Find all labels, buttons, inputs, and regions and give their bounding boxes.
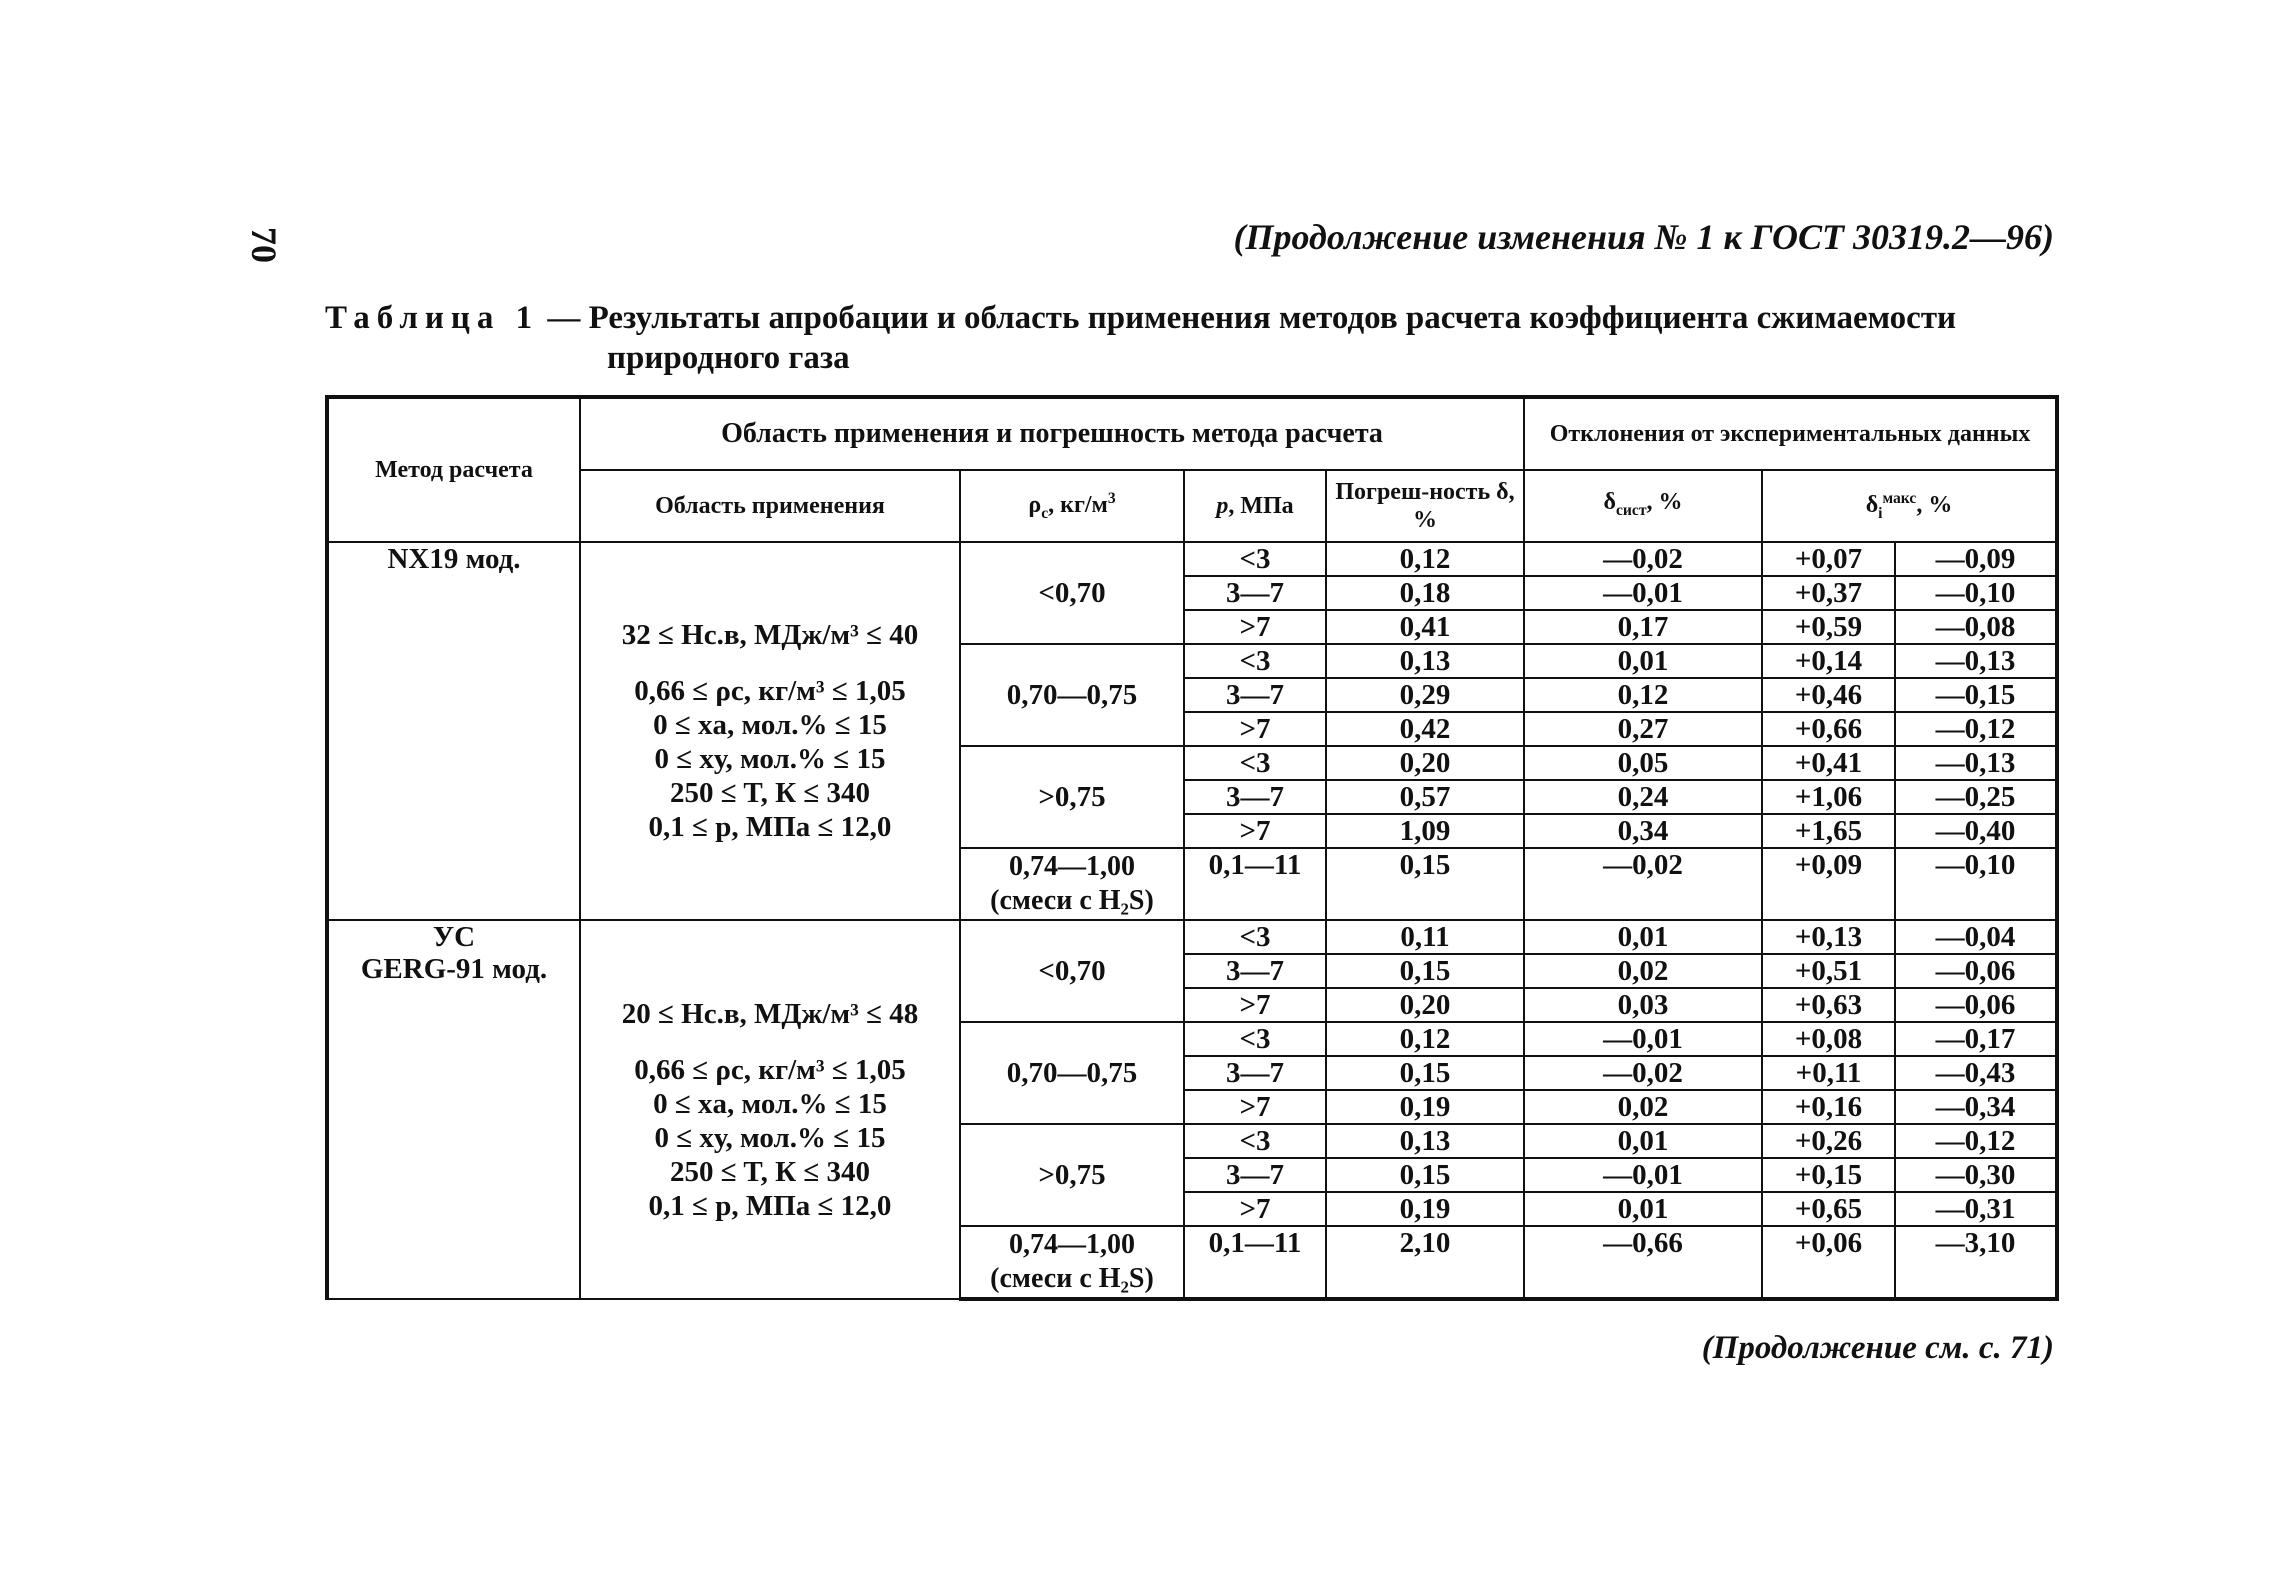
max-positive-deviation-cell: +0,63	[1762, 988, 1895, 1022]
max-negative-deviation-cell: —0,08	[1895, 610, 2057, 644]
header-density	[960, 470, 1184, 542]
max-positive-deviation-cell: +0,07	[1762, 542, 1895, 576]
header-systematic-symbol: δ	[1603, 488, 1616, 515]
header-systematic-sub: сист	[1616, 501, 1647, 519]
header-method: Метод расчета	[327, 397, 580, 542]
max-negative-deviation-cell: —0,04	[1895, 920, 2057, 954]
error-cell: 0,57	[1326, 780, 1524, 814]
table-row	[327, 542, 2057, 576]
error-cell: 0,12	[1326, 542, 1524, 576]
pressure-cell: >7	[1184, 712, 1326, 746]
systematic-deviation-cell: —0,01	[1524, 576, 1762, 610]
pressure-cell: >7	[1184, 1090, 1326, 1124]
pressure-cell: <3	[1184, 644, 1326, 678]
scope-condition: 0 ≤ xа, мол.% ≤ 15	[653, 709, 887, 741]
error-cell: 0,41	[1326, 610, 1524, 644]
max-positive-deviation-cell: +0,11	[1762, 1056, 1895, 1090]
pressure-cell: >7	[1184, 814, 1326, 848]
systematic-deviation-cell: —0,01	[1524, 1158, 1762, 1192]
pressure-cell: 0,1—11	[1184, 1226, 1326, 1299]
header-max-unit: , %	[1916, 491, 1953, 518]
header-density-sub: с	[1041, 504, 1049, 522]
header-max-sup: макс	[1882, 489, 1917, 507]
table-row	[327, 920, 2057, 954]
error-cell: 0,12	[1326, 1022, 1524, 1056]
density-range-cell: 0,70—0,75	[960, 644, 1184, 746]
max-negative-deviation-cell: —0,25	[1895, 780, 2057, 814]
systematic-deviation-cell: 0,34	[1524, 814, 1762, 848]
scope-heat-value: 32 ≤ Hс.в, МДж/м³ ≤ 40	[621, 619, 919, 651]
systematic-deviation-cell: 0,03	[1524, 988, 1762, 1022]
max-positive-deviation-cell: +0,26	[1762, 1124, 1895, 1158]
max-positive-deviation-cell: +0,37	[1762, 576, 1895, 610]
error-cell: 0,42	[1326, 712, 1524, 746]
caption-text-line2: природного газа	[607, 340, 850, 376]
scope-cell	[580, 920, 960, 1299]
pressure-cell: >7	[1184, 610, 1326, 644]
scope-condition: 0,66 ≤ ρс, кг/м³ ≤ 1,05	[634, 1053, 906, 1086]
systematic-deviation-cell: —0,01	[1524, 1022, 1762, 1056]
pressure-cell: <3	[1184, 1124, 1326, 1158]
error-cell: 0,29	[1326, 678, 1524, 712]
pressure-cell: 0,1—11	[1184, 848, 1326, 920]
error-cell: 0,11	[1326, 920, 1524, 954]
error-cell: 0,19	[1326, 1192, 1524, 1226]
method-name: УС	[432, 921, 476, 953]
pressure-cell: 3—7	[1184, 1056, 1326, 1090]
max-positive-deviation-cell: +0,51	[1762, 954, 1895, 988]
scope-condition: 0 ≤ xу, мол.% ≤ 15	[654, 1121, 886, 1154]
max-negative-deviation-cell: —0,06	[1895, 988, 2057, 1022]
scope-condition: 0,66 ≤ ρс, кг/м³ ≤ 1,05	[634, 675, 906, 707]
systematic-deviation-cell: —0,66	[1524, 1226, 1762, 1299]
max-positive-deviation-cell: +0,66	[1762, 712, 1895, 746]
max-positive-deviation-cell: +0,14	[1762, 644, 1895, 678]
systematic-deviation-cell: —0,02	[1524, 848, 1762, 920]
header-deviation-group: Отклонения от экспериментальных данных	[1524, 397, 2057, 470]
systematic-deviation-cell: 0,02	[1524, 954, 1762, 988]
error-cell: 0,18	[1326, 576, 1524, 610]
page-number: 70	[244, 227, 284, 263]
header-systematic-unit: , %	[1646, 488, 1683, 515]
method-cell	[327, 542, 580, 920]
pressure-cell: 3—7	[1184, 678, 1326, 712]
scope-condition: 0 ≤ xу, мол.% ≤ 15	[654, 743, 886, 775]
header-error: Погреш-ность δ, %	[1326, 470, 1524, 542]
pressure-cell: >7	[1184, 988, 1326, 1022]
scope-condition: 0 ≤ xа, мол.% ≤ 15	[653, 1087, 887, 1120]
max-negative-deviation-cell: —0,30	[1895, 1158, 2057, 1192]
systematic-deviation-cell: 0,05	[1524, 746, 1762, 780]
error-cell: 0,19	[1326, 1090, 1524, 1124]
header-pressure-unit: , МПа	[1228, 493, 1294, 519]
pressure-cell: <3	[1184, 746, 1326, 780]
density-range-cell	[960, 848, 1184, 920]
systematic-deviation-cell: 0,24	[1524, 780, 1762, 814]
header-max-symbol: δ	[1865, 491, 1879, 518]
caption-dash: —	[539, 300, 589, 336]
max-positive-deviation-cell: +0,65	[1762, 1192, 1895, 1226]
systematic-deviation-cell: 0,12	[1524, 678, 1762, 712]
max-negative-deviation-cell: —0,15	[1895, 678, 2057, 712]
density-range-cell: <0,70	[960, 920, 1184, 1022]
density-special-line1: 0,74—1,00	[1009, 851, 1135, 882]
error-cell: 0,15	[1326, 954, 1524, 988]
density-range-cell	[960, 1226, 1184, 1299]
systematic-deviation-cell: 0,01	[1524, 920, 1762, 954]
table-header	[327, 397, 2057, 542]
pressure-cell: 3—7	[1184, 1158, 1326, 1192]
scope-condition: 0,1 ≤ p, МПа ≤ 12,0	[648, 811, 892, 843]
max-negative-deviation-cell: —0,17	[1895, 1022, 2057, 1056]
max-positive-deviation-cell: +0,08	[1762, 1022, 1895, 1056]
systematic-deviation-cell: —0,02	[1524, 542, 1762, 576]
header-density-symbol: ρ	[1028, 491, 1042, 518]
scope-condition: 250 ≤ T, К ≤ 340	[669, 1155, 871, 1188]
error-cell: 0,15	[1326, 1158, 1524, 1192]
pressure-cell: <3	[1184, 920, 1326, 954]
max-positive-deviation-cell: +0,59	[1762, 610, 1895, 644]
max-negative-deviation-cell: —0,09	[1895, 542, 2057, 576]
pressure-cell: 3—7	[1184, 780, 1326, 814]
header-max-sub: i	[1878, 504, 1883, 522]
max-positive-deviation-cell: +0,16	[1762, 1090, 1895, 1124]
max-negative-deviation-cell: —0,31	[1895, 1192, 2057, 1226]
density-range-cell: >0,75	[960, 1124, 1184, 1226]
density-range-cell: <0,70	[960, 542, 1184, 644]
max-positive-deviation-cell: +0,09	[1762, 848, 1895, 920]
max-negative-deviation-cell: —0,06	[1895, 954, 2057, 988]
systematic-deviation-cell: 0,02	[1524, 1090, 1762, 1124]
header-systematic	[1524, 470, 1762, 542]
max-positive-deviation-cell: +0,46	[1762, 678, 1895, 712]
scope-condition: 250 ≤ T, К ≤ 340	[669, 777, 871, 809]
pressure-cell: 3—7	[1184, 576, 1326, 610]
pressure-cell: <3	[1184, 542, 1326, 576]
max-negative-deviation-cell: —0,12	[1895, 712, 2057, 746]
max-negative-deviation-cell: —0,12	[1895, 1124, 2057, 1158]
error-cell: 0,13	[1326, 1124, 1524, 1158]
scope-heat-value: 20 ≤ Hс.в, МДж/м³ ≤ 48	[621, 997, 919, 1030]
systematic-deviation-cell: 0,01	[1524, 1124, 1762, 1158]
table-body	[327, 542, 2057, 1299]
max-negative-deviation-cell: —0,10	[1895, 576, 2057, 610]
header-pressure	[1184, 470, 1326, 542]
header-density-unit: , кг/м	[1048, 491, 1108, 518]
density-range-cell: 0,70—0,75	[960, 1022, 1184, 1124]
caption-label: Таблица 1	[325, 300, 540, 336]
max-positive-deviation-cell: +1,06	[1762, 780, 1895, 814]
pressure-cell: >7	[1184, 1192, 1326, 1226]
max-positive-deviation-cell: +0,15	[1762, 1158, 1895, 1192]
error-cell: 0,15	[1326, 1056, 1524, 1090]
max-negative-deviation-cell: —0,13	[1895, 746, 2057, 780]
continuation-header: (Продолжение изменения № 1 к ГОСТ 30319.2—96)	[1233, 217, 2054, 257]
systematic-deviation-cell: 0,01	[1524, 644, 1762, 678]
systematic-deviation-cell: 0,27	[1524, 712, 1762, 746]
scope-condition: 0,1 ≤ p, МПа ≤ 12,0	[648, 1189, 892, 1222]
method-name: NX19 мод.	[387, 543, 521, 575]
error-cell: 0,15	[1326, 848, 1524, 920]
density-range-cell: >0,75	[960, 746, 1184, 848]
header-scope: Область применения	[580, 470, 960, 542]
density-special-line2: (смеси с H₂S)	[990, 885, 1154, 916]
header-pressure-symbol: p	[1216, 493, 1229, 519]
scope-cell	[580, 542, 960, 920]
max-positive-deviation-cell: +1,65	[1762, 814, 1895, 848]
error-cell: 0,20	[1326, 746, 1524, 780]
systematic-deviation-cell: 0,01	[1524, 1192, 1762, 1226]
header-scope-group: Область применения и погрешность метода расчета	[580, 397, 1524, 470]
density-special-line1: 0,74—1,00	[1009, 1229, 1135, 1260]
density-special-line2: (смеси с H₂S)	[990, 1263, 1154, 1294]
table-caption	[325, 298, 2055, 378]
error-cell: 2,10	[1326, 1226, 1524, 1299]
pressure-cell: <3	[1184, 1022, 1326, 1056]
max-positive-deviation-cell: +0,41	[1762, 746, 1895, 780]
max-negative-deviation-cell: —3,10	[1895, 1226, 2057, 1299]
error-cell: 0,20	[1326, 988, 1524, 1022]
header-density-pow: 3	[1107, 489, 1116, 507]
max-positive-deviation-cell: +0,06	[1762, 1226, 1895, 1299]
continuation-footer: (Продолжение см. с. 71)	[1701, 1330, 2054, 1366]
max-negative-deviation-cell: —0,34	[1895, 1090, 2057, 1124]
results-table	[325, 395, 2059, 1301]
caption-text-line1: Результаты апробации и область применения методов расчета коэффициента сжимаемости	[588, 300, 1957, 336]
pressure-cell: 3—7	[1184, 954, 1326, 988]
max-positive-deviation-cell: +0,13	[1762, 920, 1895, 954]
error-cell: 0,13	[1326, 644, 1524, 678]
error-cell: 1,09	[1326, 814, 1524, 848]
systematic-deviation-cell: —0,02	[1524, 1056, 1762, 1090]
systematic-deviation-cell: 0,17	[1524, 610, 1762, 644]
method-cell	[327, 920, 580, 1299]
header-max-deviation	[1762, 470, 2057, 542]
max-negative-deviation-cell: —0,10	[1895, 848, 2057, 920]
max-negative-deviation-cell: —0,13	[1895, 644, 2057, 678]
max-negative-deviation-cell: —0,43	[1895, 1056, 2057, 1090]
method-name-line2: GERG-91 мод.	[360, 953, 548, 985]
max-negative-deviation-cell: —0,40	[1895, 814, 2057, 848]
